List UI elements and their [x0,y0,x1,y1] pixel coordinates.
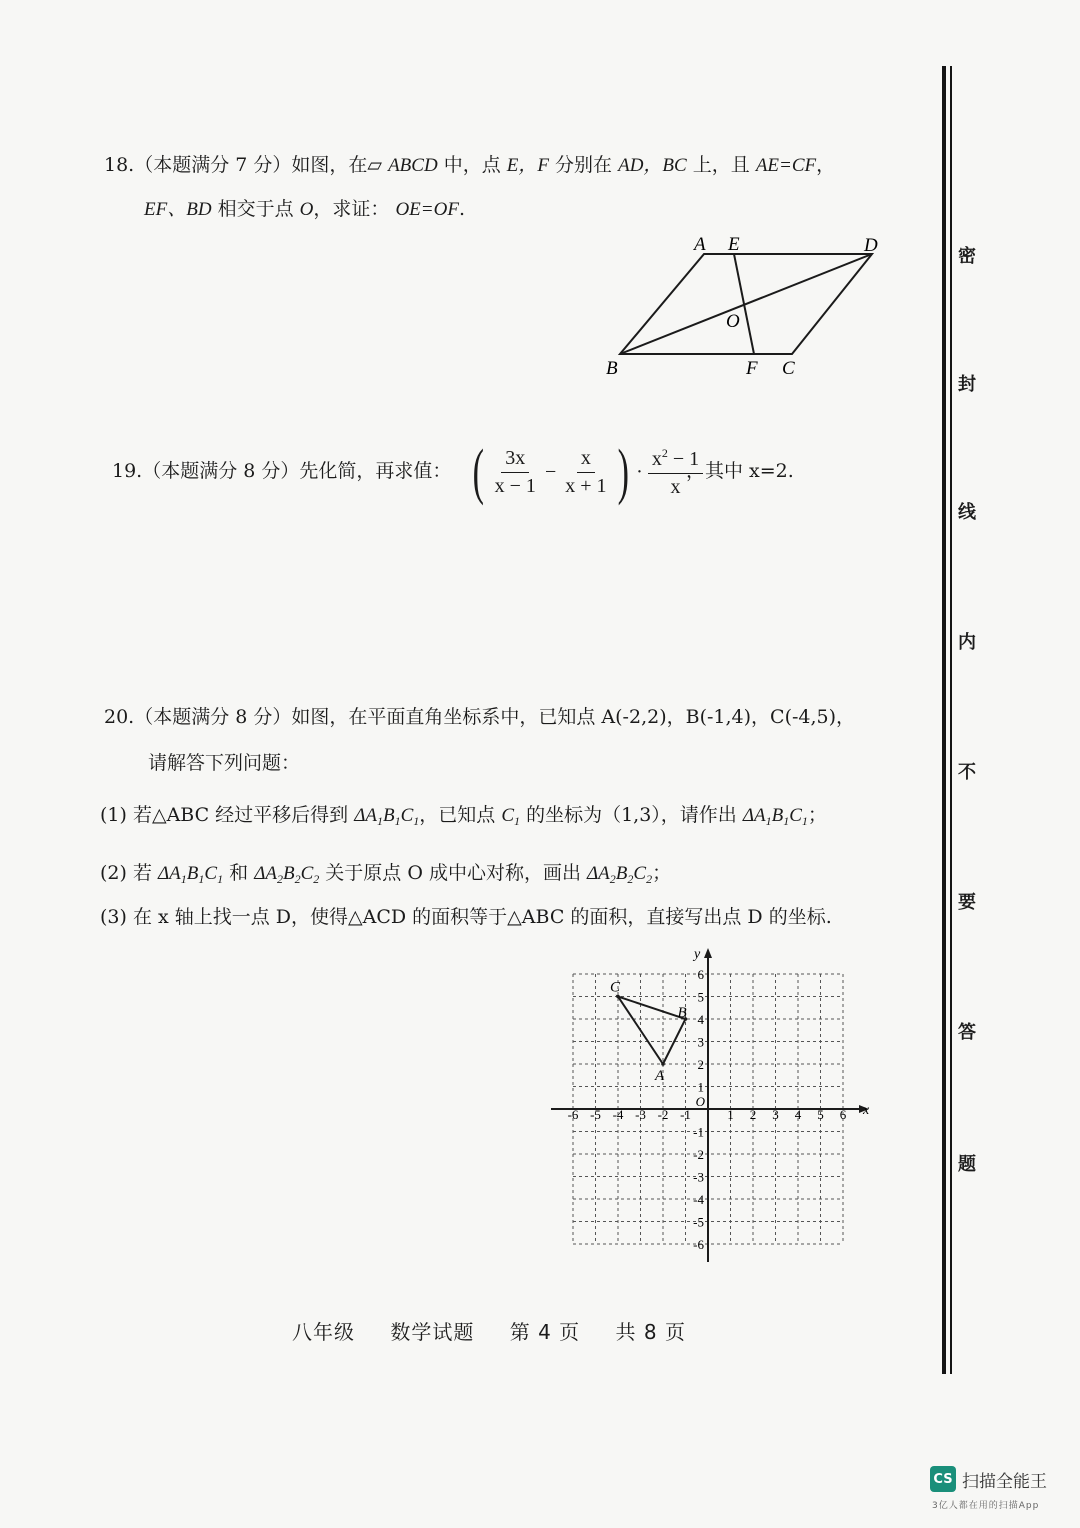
y-axis-arrow [704,948,712,958]
x-tick-label: -6 [567,1107,579,1122]
label-d: D [864,235,878,256]
segment-ef [734,254,754,354]
y-tick-label: -5 [693,1214,704,1230]
label-o: O [726,311,740,332]
triangle-a2b2c2: $\Delta A_2B_2C_2$ [254,863,320,886]
binding-line-thick [942,66,946,1374]
fraction-3: $\frac{x^2 - 1}{x}$ [648,446,703,499]
parallelogram-icon: ▱ [367,154,383,176]
point-label-b: B [677,1005,687,1021]
binding-char: 要 [958,892,976,913]
x-tick-label: -5 [590,1107,601,1122]
y-tick-label: 6 [697,967,704,982]
triangle-a1b1c1-2: $\Delta A_1B_1C_1$ [742,805,808,828]
y-tick-label: 5 [697,989,704,1005]
q18-line1: 18.（本题满分 7 分）如图，在▱ ABCD 中，点 E，F 分别在 AD，BC 上，且 AE=CF， [104,154,836,176]
point-label-c: C [610,979,621,996]
page-footer: 八年级 数学试题 第 4 页 共 8 页 [292,1320,686,1344]
x-tick-label: 1 [727,1107,734,1122]
y-tick-label: -3 [693,1169,704,1185]
q20-part1: (1) 若△ABC 经过平移后得到 $\Delta A_1B_1C_1$，已知点 $C_1$ 的坐标为（1,3），请作出 $\Delta A_1B_1C_1$； [100,804,827,828]
label-b: B [606,358,618,379]
binding-char: 不 [958,762,976,783]
y-tick-label: 3 [697,1034,704,1050]
x-tick-label: 3 [772,1107,779,1122]
q19-prefix: 19.（本题满分 8 分）先化简，再求值： [112,460,452,482]
x-tick-label: -4 [612,1107,624,1122]
scanner-app-name: 扫描全能王 [962,1471,1047,1492]
binding-char: 封 [958,374,976,395]
label-c: C [782,358,795,379]
label-e: E [728,234,740,255]
q20-part2: (2) 若 $\Delta A_1B_1C_1$ 和 $\Delta A_2B_2C_2$ 关于原点 O 成中心对称，画出 $\Delta A_2B_2C_2$； [100,862,672,886]
q19-suffix: ，其中 x=2. [686,460,794,482]
y-tick-label: -6 [693,1237,704,1252]
q18-line2: EF、BD 相交于点 O，求证： OE=OF. [144,198,465,220]
q19-expression: ( $\frac{3x}{x - 1}$ − $\frac{x}{x + 1}$ ) · $\frac{x^2 - 1}{x}$ [468,440,705,504]
y-tick-label: 2 [697,1057,704,1072]
point-c1: $C_1$ [501,805,521,828]
q20-line2: 请解答下列问题： [148,752,301,774]
triangle-abc [618,997,686,1065]
triangle-a2b2c2-2: $\Delta A_2B_2C_2$ [587,863,653,886]
origin-label: O [695,1094,705,1109]
q20-part3: (3) 在 x 轴上找一点 D，使得△ACD 的面积等于△ABC 的面积，直接写出点 D 的坐标. [100,906,832,928]
fraction-2: $\frac{x}{x + 1}$ [565,446,607,497]
label-f: F [746,358,758,379]
coordinate-plane [550,932,890,1262]
y-tick-label: -1 [693,1124,704,1140]
x-tick-label: 2 [749,1107,757,1122]
binding-char: 线 [958,502,976,523]
triangle-a1b1c1: $\Delta A_1B_1C_1$ [354,805,420,828]
q20-line1: 20.（本题满分 8 分）如图，在平面直角坐标系中，已知点 A(-2,2)，B(-1,4)，C(-4,5)， [104,706,856,728]
binding-char: 密 [958,246,976,267]
x-tick-label: -3 [635,1107,646,1122]
binding-char: 答 [958,1022,976,1043]
y-tick-label: 4 [697,1012,704,1027]
x-tick-label: -2 [657,1107,669,1122]
right-paren: ) [617,438,629,506]
cs-logo-icon: CS [930,1466,956,1492]
y-tick-label: 1 [697,1079,704,1095]
y-axis-label: y [694,947,701,962]
binding-char: 内 [958,632,976,653]
binding-char: 题 [958,1154,976,1175]
y-tick-label: -2 [693,1147,704,1162]
x-tick-label: -1 [680,1107,691,1122]
x-tick-label: 5 [817,1107,824,1122]
scanner-slogan: 3亿人都在用的扫描App [932,1501,1040,1511]
triangle-a1b1c1-3: $\Delta A_1B_1C_1$ [158,863,224,886]
x-tick-label: 6 [839,1107,847,1122]
x-axis-label: x [863,1103,870,1118]
left-paren: ( [472,438,485,506]
y-tick-label: -4 [693,1192,704,1207]
point-a [661,1062,665,1066]
diagonal-bd [620,254,872,354]
scanner-watermark [930,1466,1047,1492]
parallelogram-figure [596,232,896,382]
label-a: A [694,234,706,255]
binding-line-thin [950,66,952,1374]
point-label-a: A [655,1068,665,1084]
x-tick-label: 4 [794,1107,802,1122]
fraction-1: $\frac{3x}{x - 1}$ [494,446,536,497]
